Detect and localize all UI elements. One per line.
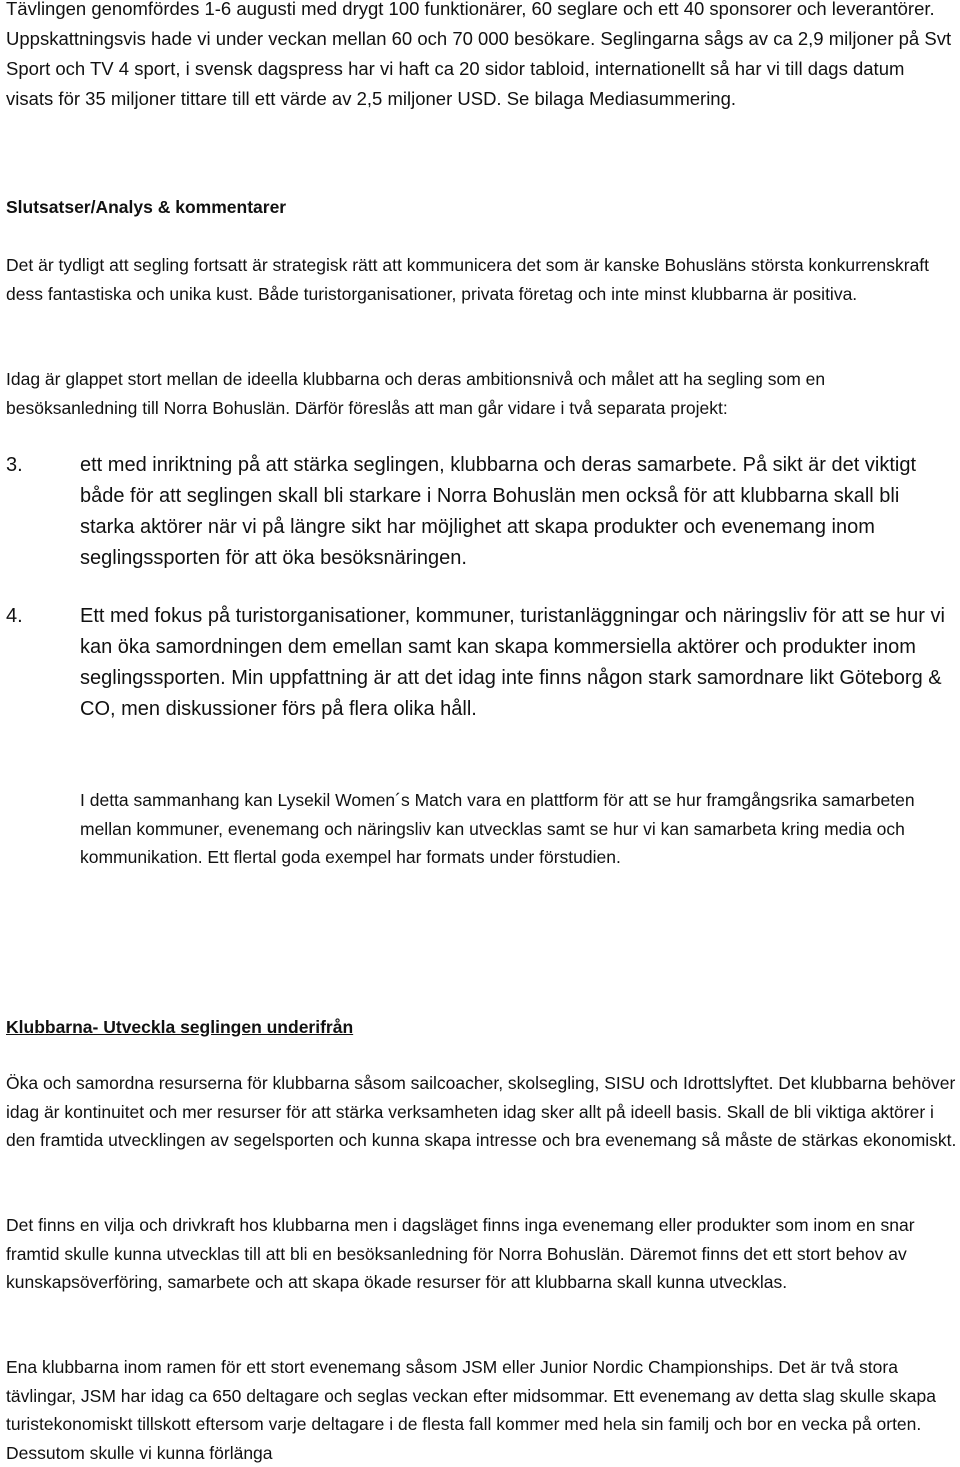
list-item-text: Ett med fokus på turistorganisationer, kommuner, turistanläggningar och näringsliv för att se hur vi kan öka samordningen dem emellan samt kan skapa kommersiella aktörer och produkter inom seglingssporten. Min uppfattning är att det idag inte finns någon stark samordnare likt Göteborg & CO, men diskussioner förs på flera olika håll. [80,605,945,720]
section-heading-conclusions: Slutsatser/Analys & kommentarer [6,197,287,217]
conclusions-paragraph-1: Det är tydligt att segling fortsatt är strategisk rätt att kommunicera det som är kanske Bohusläns största konkurrenskraft dess fantastiska och unika kust. Både turistorganisationer, privata företag och inte minst klubbarna är positiva. [6,255,930,304]
clubs-paragraph-1: Öka och samordna resurserna för klubbarna såsom sailcoacher, skolsegling, SISU och Idrottslyftet. Det klubbarna behöver idag är kontinuitet och mer resurser för att stärka verksamheten idag sker allt på ideell basis. Skall de bli viktiga aktörer i den framtida utvecklingen av segelsporten och kunna skapa intresse och bra evenemang så måste de stärkas ekonomiskt. [6,1073,957,1150]
list-item-number: 3. [6,454,23,476]
clubs-paragraph-3: Ena klubbarna inom ramen för ett stort evenemang såsom JSM eller Junior Nordic Championships. Det är två stora tävlingar, JSM har idag ca 650 deltagare och seglas veckan efter midsommar. Ett evenemang av detta slag skulle skapa turistekonomiskt tillskott eftersom varje deltagare i de flesta fall kommer med hela sin familj och bor en vecka på orten. Dessutom skulle vi kunna förlänga [6,1357,936,1463]
intro-paragraph: Tävlingen genomfördes 1-6 augusti med drygt 100 funktionärer, 60 seglare och ett 40 sponsorer och leverantörer. Uppskattningsvis hade vi under veckan mellan 60 och 70 000 besökare. Seglingarna sågs av ca 2,9 miljoner på Svt Sport och TV 4 sport, i svensk dagspress har vi haft ca 20 sidor tabloid, internationellt så har vi till dags datum visats för 35 miljoner tittare till ett värde av 2,5 miljoner USD. Se bilaga Mediasummering. [6,0,952,109]
clubs-paragraph-2: Det finns en vilja och drivkraft hos klubbarna men i dagsläget finns inga evenemang eller produkter som inom en snar framtid skulle kunna utvecklas till att bli en besöksanledning för Norra Bohuslän. Däremot finns det ett stort behov av kunskapsöverföring, samarbete och att skapa ökade resurser för att klubbarna skall kunna utvecklas. [6,1215,915,1292]
list-item-text: ett med inriktning på att stärka seglingen, klubbarna och deras samarbete. På sikt är det viktigt både för att seglingen skall bli starkare i Norra Bohuslän men också för att klubbarna skall bli starka aktörer när vi på längre sikt har möjlighet att skapa produkter och evenemang inom seglingssporten för att öka besöksnäringen. [80,454,916,569]
section-heading-clubs: Klubbarna- Utveckla seglingen underifrån [6,1017,354,1037]
conclusions-paragraph-2: Idag är glappet stort mellan de ideella klubbarna och deras ambitionsnivå och målet att ha segling som en besöksanledning till Norra Bohuslän. Därför föreslås att man går vidare i två separata projekt: [6,369,826,418]
conclusions-paragraph-3: I detta sammanhang kan Lysekil Women´s Match vara en plattform för att se hur framgångsrika samarbeten mellan kommuner, evenemang och näringsliv kan utvecklas samt se hur vi kan samarbeta kring media och kommunikation. Ett flertal goda exempel har formats under förstudien. [80,790,915,867]
list-item-number: 4. [6,605,23,627]
